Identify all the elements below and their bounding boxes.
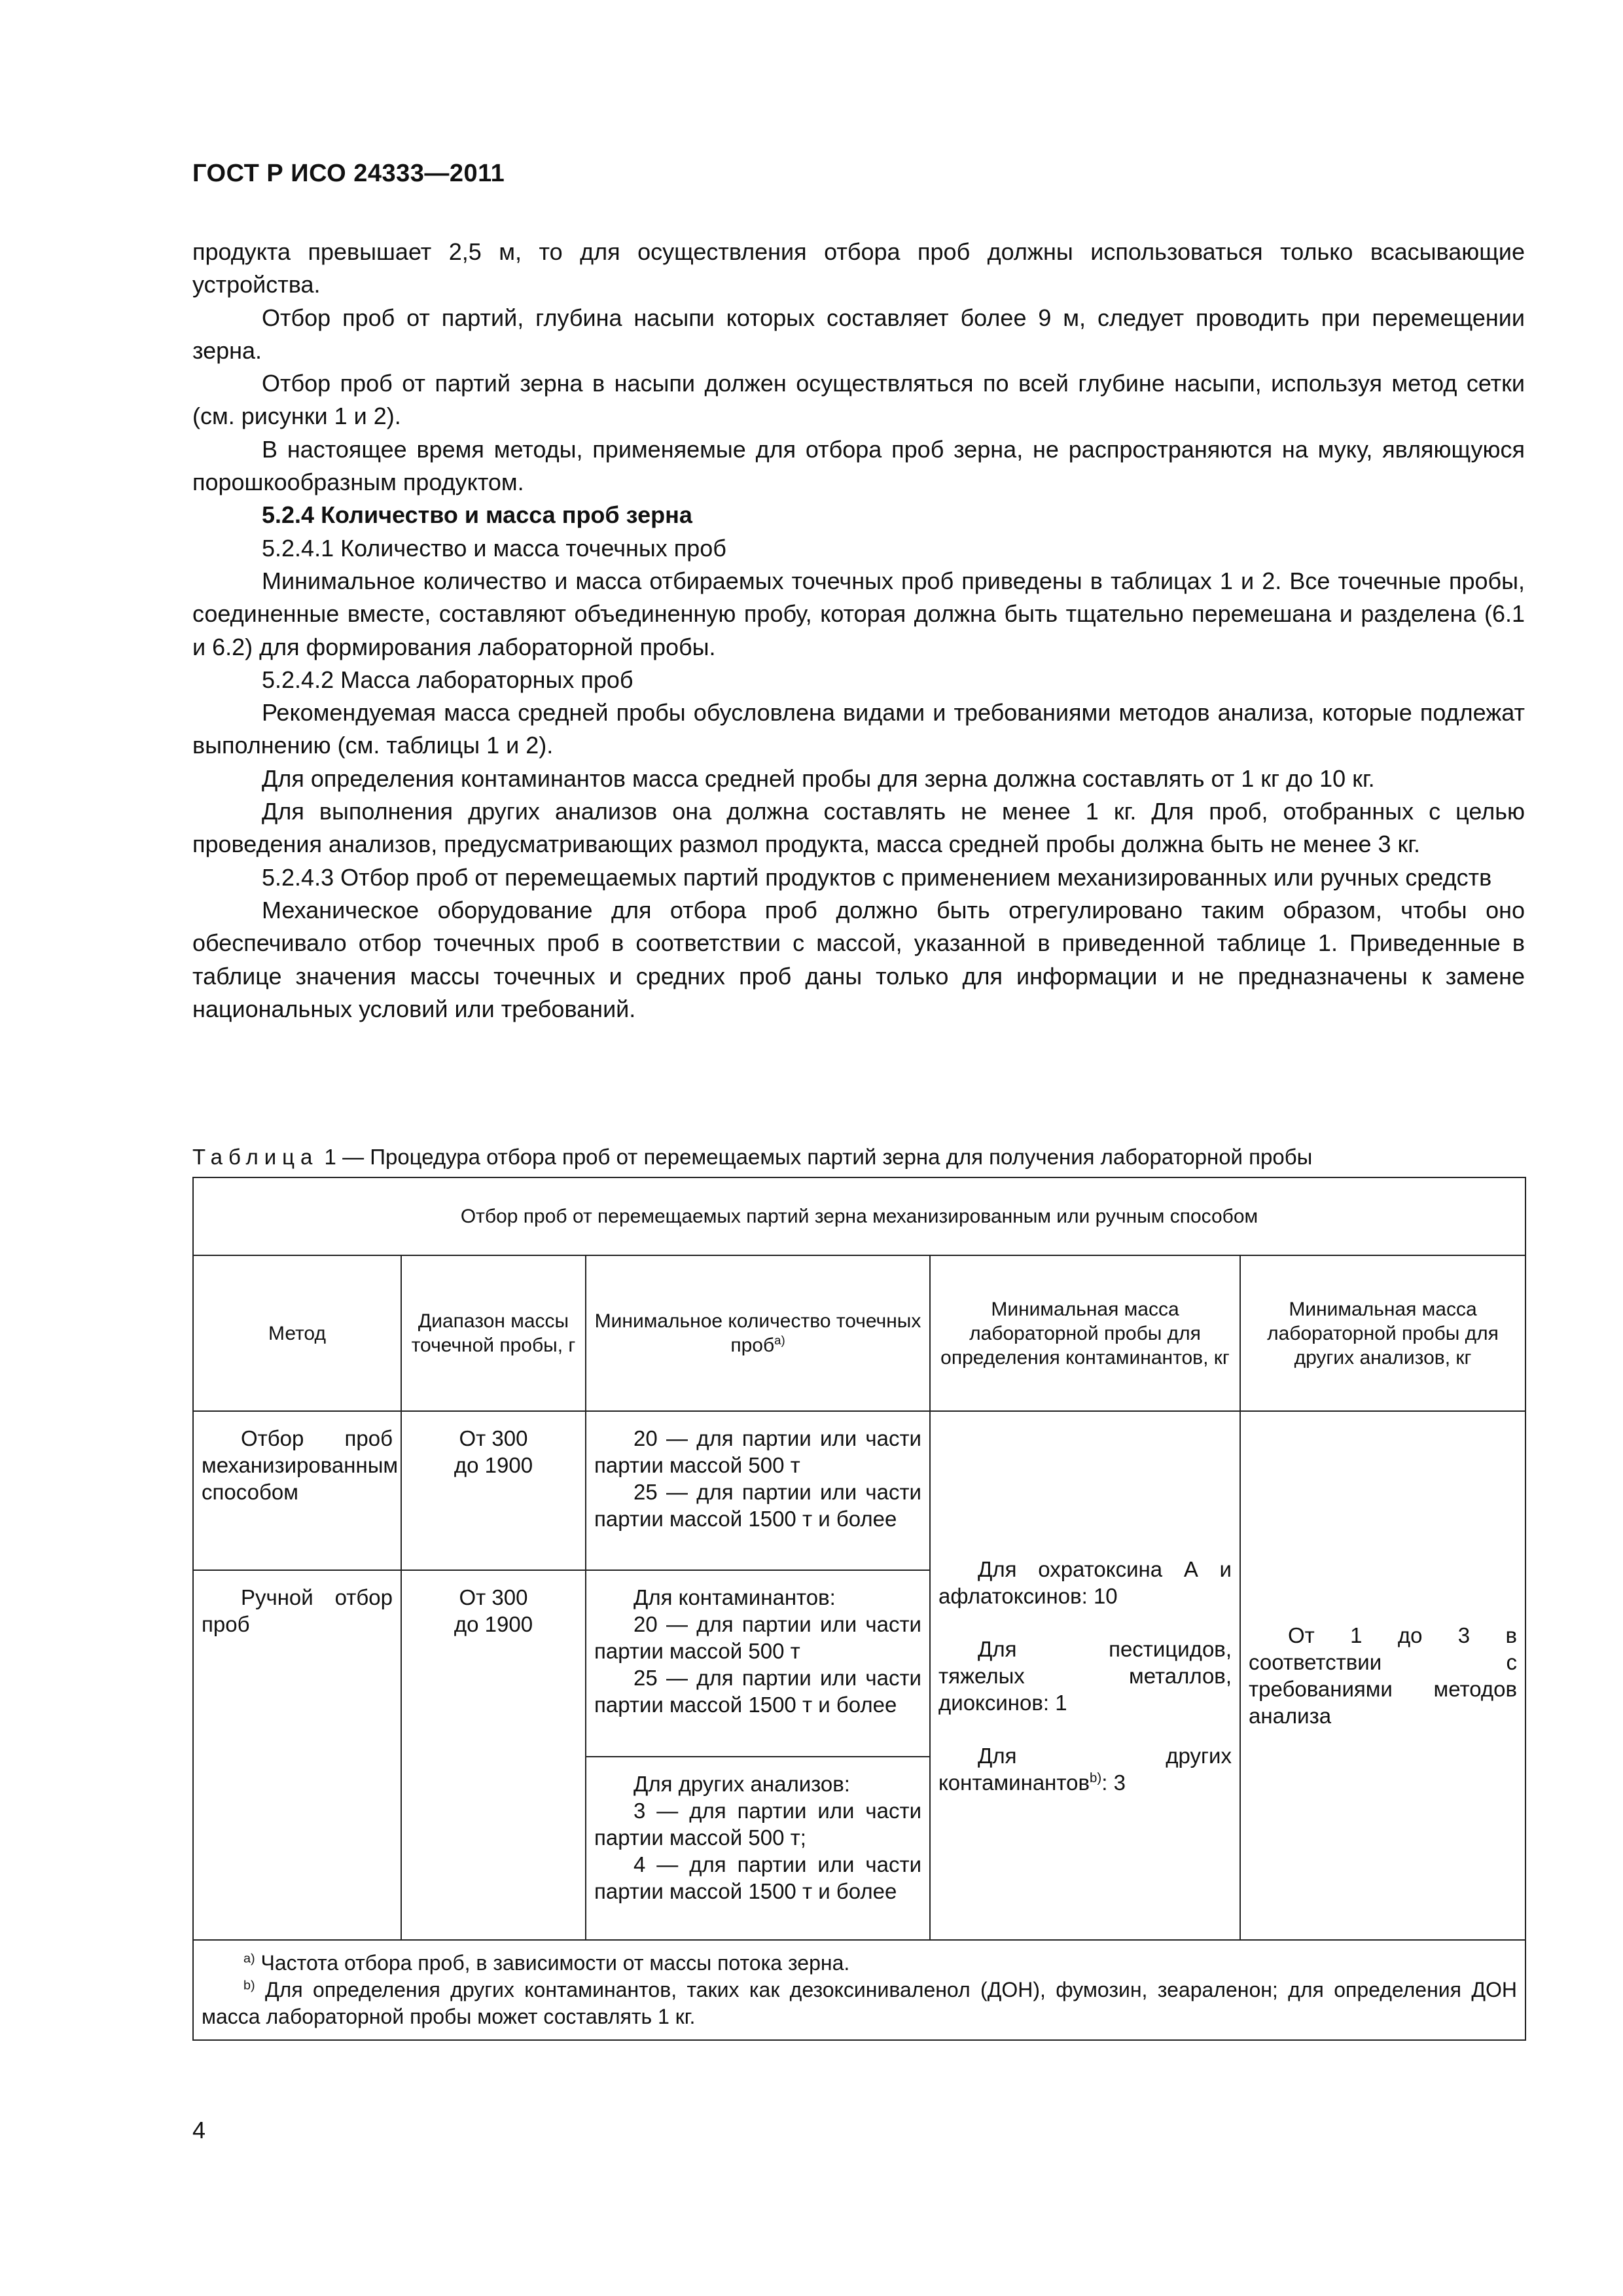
- table-caption: [192, 1144, 1527, 1170]
- cell-method: Ручной отбор проб: [193, 1570, 401, 1940]
- document-header-title: ГОСТ Р ИСО 24333—2011: [192, 160, 505, 187]
- footnote-ref-b: b): [1090, 1770, 1102, 1785]
- sampling-table: [192, 1177, 1526, 2041]
- footnote-b: $^{b)}$ Для определения других контаминантов, таких как дезоксиниваленол (ДОН), фумозин, зеараленон; для определения ДОН масса лабораторной пробы может составлять 1 кг.: [202, 1978, 1518, 2028]
- column-header-min-mass-other: Минимальная масса лабораторной пробы для других анализов, кг: [1240, 1255, 1525, 1411]
- column-header-mass-range: Диапазон массы точечной пробы, г: [401, 1255, 586, 1411]
- subsection-heading-5-2-4-2: 5.2.4.2 Масса лабораторных проб: [262, 666, 633, 693]
- column-header-min-mass-contaminants: Минимальная масса лабораторной пробы для определения контаминантов, кг: [930, 1255, 1240, 1411]
- footnote-a: $^{a)}$ Частота отбора проб, в зависимости от массы потока зерна.: [243, 1951, 850, 1975]
- body-text: [192, 236, 1525, 1026]
- page-number: 4: [192, 2117, 206, 2144]
- paragraph: продукта превышает 2,5 м, то для осуществления отбора проб должны использоваться только всасывающие устройства.: [192, 238, 1525, 298]
- paragraph: Минимальное количество и масса отбираемых точечных проб приведены в таблицах 1 и 2. Все точечные пробы, соединенные вместе, составляют объединенную пробу, которая должна быть тщательно перемешана и разделена (6.1 и 6.2) для формирования лабораторной пробы.: [192, 567, 1525, 660]
- table-caption-label: Таблица: [192, 1145, 319, 1169]
- column-header-method: Метод: [193, 1255, 401, 1411]
- paragraph: Рекомендуемая масса средней пробы обусловлена видами и требованиями методов анализа, которые подлежат выполнению (см. таблицы 1 и 2).: [192, 699, 1525, 759]
- cell-method: Отбор проб механизированным способом: [193, 1411, 401, 1570]
- paragraph: Отбор проб от партий, глубина насыпи которых составляет более 9 м, следует проводить при перемещении зерна.: [192, 304, 1525, 364]
- paragraph: В настоящее время методы, применяемые для отбора проб зерна, не распространяются на муку, являющуюся порошкообразным продуктом.: [192, 435, 1525, 496]
- table-group-header-row: [193, 1177, 1525, 1255]
- footnote-ref-a: a): [774, 1333, 785, 1347]
- cell-min-mass-other: От 1 до 3 в соответствии с требованиями методов анализа: [1240, 1411, 1525, 1940]
- table-footnotes-row: [193, 1940, 1525, 2040]
- paragraph: Отбор проб от партий зерна в насыпи должен осуществляться по всей глубине насыпи, используя метод сетки (см. рисунки 1 и 2).: [192, 370, 1525, 430]
- table-column-header-row: [193, 1255, 1525, 1411]
- table-group-header: Отбор проб от перемещаемых партий зерна механизированным или ручным способом: [193, 1177, 1525, 1255]
- paragraph: Механическое оборудование для отбора проб должно быть отрегулировано таким образом, чтобы оно обеспечивало отбор точечных проб в соответствии с массой, указанной в приведенной таблице 1. Приведенные в таблице значения массы точечных и средних проб даны только для информации и не предназначены к замене национальных условий или требований.: [192, 896, 1525, 1022]
- table-footnotes: [193, 1940, 1525, 2040]
- table-row: [193, 1411, 1525, 1570]
- column-header-min-count: Минимальное количество точечных проб$^{a)}$: [586, 1255, 930, 1411]
- subsection-heading-5-2-4-3: 5.2.4.3 Отбор проб от перемещаемых партий продуктов с применением механизированных или ручных средств: [262, 863, 1492, 891]
- section-heading-5-2-4: 5.2.4 Количество и масса проб зерна: [262, 501, 692, 529]
- cell-min-mass-contaminants: Для охратоксина А и афлатоксинов: 10 Для пестицидов, тяжелых металлов, диоксинов: 1 Для других контаминантов$^{b)}$: 3: [930, 1411, 1240, 1940]
- cell-mass-range: От 300 до 1900: [401, 1411, 586, 1570]
- paragraph: Для выполнения других анализов она должна составлять не менее 1 кг. Для проб, отобранных с целью проведения анализов, предусматривающих размол продукта, масса средней пробы должна быть не менее 3 кг.: [192, 798, 1525, 858]
- cell-min-count: Для других анализов: 3 — для партии или части партии массой 500 т; 4 — для партии или части партии массой 1500 т и более: [586, 1757, 930, 1940]
- table-caption-text: 1 — Процедура отбора проб от перемещаемых партий зерна для получения лабораторной пробы: [318, 1145, 1313, 1169]
- cell-min-count: Для контаминантов: 20 — для партии или части партии массой 500 т 25 — для партии или части партии массой 1500 т и более: [586, 1570, 930, 1757]
- cell-min-count: 20 — для партии или части партии массой 500 т 25 — для партии или части партии массой 1500 т и более: [586, 1411, 930, 1570]
- cell-mass-range: От 300 до 1900: [401, 1570, 586, 1940]
- paragraph: Для определения контаминантов масса средней пробы для зерна должна составлять от 1 кг до 10 кг.: [262, 764, 1375, 792]
- subsection-heading-5-2-4-1: 5.2.4.1 Количество и масса точечных проб: [262, 534, 726, 562]
